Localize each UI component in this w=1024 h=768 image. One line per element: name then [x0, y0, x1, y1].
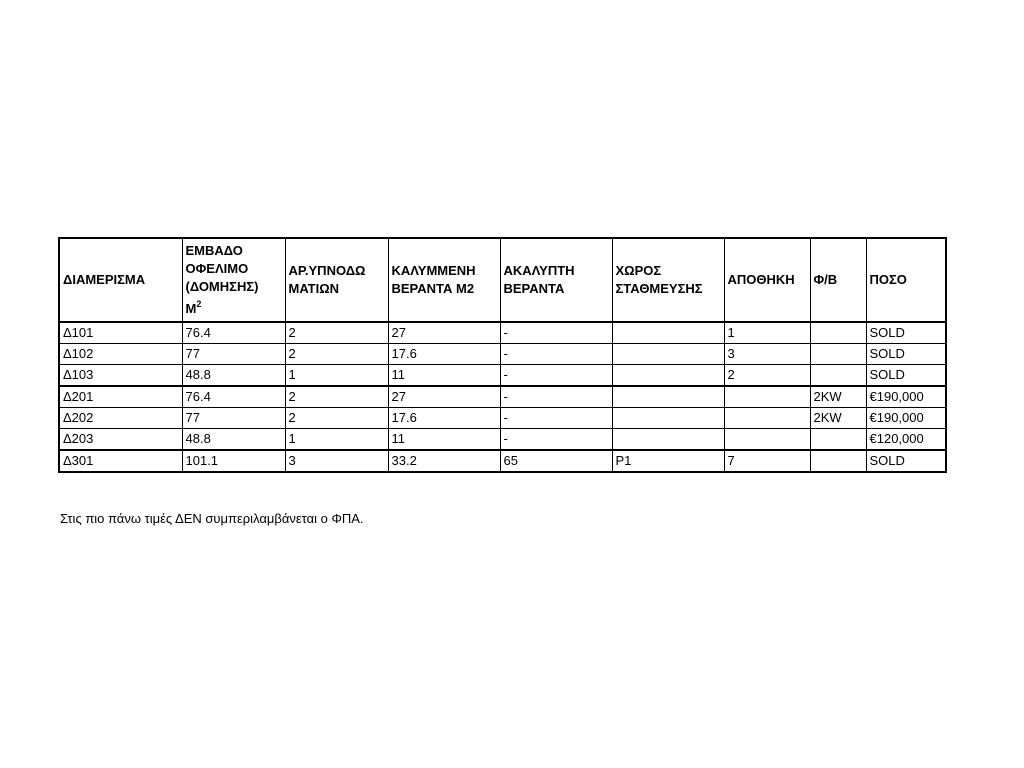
header-covered-veranda	[388, 238, 500, 322]
header-covered-line2: ΒΕΡΑΝΤΑ Μ2	[391, 281, 475, 296]
cell-pv: 2KW	[810, 386, 866, 408]
cell-parking: P1	[612, 450, 724, 472]
cell-price: SOLD	[866, 450, 946, 472]
header-bedrooms-line1: ΑΡ.ΥΠΝΟΔΩ	[288, 263, 366, 278]
cell-price: SOLD	[866, 365, 946, 387]
header-area-line3: (ΔΟΜΗΣΗΣ)	[185, 279, 259, 294]
cell-apartment: Δ201	[59, 386, 182, 408]
cell-covered-veranda: 27	[388, 386, 500, 408]
cell-area: 48.8	[182, 429, 285, 451]
header-parking-line2: ΣΤΑΘΜΕΥΣΗΣ	[615, 281, 703, 296]
cell-area: 77	[182, 344, 285, 365]
cell-uncovered-veranda: -	[500, 408, 612, 429]
cell-parking	[612, 365, 724, 387]
cell-apartment: Δ101	[59, 322, 182, 344]
header-parking	[612, 238, 724, 322]
table-row	[59, 429, 946, 451]
header-pv-text: Φ/Β	[813, 272, 838, 287]
header-parking-line1: ΧΩΡΟΣ	[615, 263, 662, 278]
header-bedrooms	[285, 238, 388, 322]
cell-bedrooms: 1	[285, 429, 388, 451]
apartment-price-table	[58, 237, 947, 473]
header-storage-text: ΑΠΟΘΗΚΗ	[727, 272, 795, 287]
cell-pv	[810, 450, 866, 472]
cell-storage: 3	[724, 344, 810, 365]
header-storage	[724, 238, 810, 322]
cell-apartment: Δ202	[59, 408, 182, 429]
cell-bedrooms: 2	[285, 344, 388, 365]
cell-area: 76.4	[182, 386, 285, 408]
cell-bedrooms: 3	[285, 450, 388, 472]
cell-storage	[724, 386, 810, 408]
header-uncovered-line2: ΒΕΡΑΝΤΑ	[503, 281, 565, 296]
cell-apartment: Δ102	[59, 344, 182, 365]
cell-storage: 1	[724, 322, 810, 344]
table-row	[59, 408, 946, 429]
header-area-line1: ΕΜΒΑΔΟ	[185, 243, 243, 258]
cell-covered-veranda: 11	[388, 429, 500, 451]
header-area-unit	[186, 300, 282, 318]
cell-uncovered-veranda: -	[500, 386, 612, 408]
cell-uncovered-veranda: -	[500, 322, 612, 344]
cell-apartment: Δ103	[59, 365, 182, 387]
cell-pv	[810, 365, 866, 387]
header-area	[182, 238, 285, 322]
cell-parking	[612, 408, 724, 429]
cell-pv	[810, 344, 866, 365]
table-row	[59, 365, 946, 387]
cell-area: 77	[182, 408, 285, 429]
vat-footnote: Στις πιο πάνω τιμές ΔΕΝ συμπεριλαμβάνεται ο ΦΠΑ.	[60, 511, 364, 526]
cell-pv: 2KW	[810, 408, 866, 429]
header-price	[866, 238, 946, 322]
header-price-text: ΠΟΣΟ	[869, 272, 907, 287]
cell-parking	[612, 386, 724, 408]
cell-parking	[612, 429, 724, 451]
area-unit-letter: Μ	[185, 301, 197, 316]
area-unit-exponent: 2	[196, 299, 202, 309]
cell-storage: 2	[724, 365, 810, 387]
cell-price: €120,000	[866, 429, 946, 451]
cell-bedrooms: 2	[285, 408, 388, 429]
cell-price: €190,000	[866, 408, 946, 429]
cell-uncovered-veranda: 65	[500, 450, 612, 472]
document-sheet	[58, 237, 945, 473]
header-pv	[810, 238, 866, 322]
cell-covered-veranda: 17.6	[388, 408, 500, 429]
cell-storage	[724, 408, 810, 429]
cell-area: 48.8	[182, 365, 285, 387]
header-covered-line1: ΚΑΛΥΜΜΕΝΗ	[391, 263, 476, 278]
cell-apartment: Δ301	[59, 450, 182, 472]
cell-area: 101.1	[182, 450, 285, 472]
header-area-line2: ΟΦΕΛΙΜΟ	[185, 261, 249, 276]
cell-covered-veranda: 27	[388, 322, 500, 344]
cell-storage	[724, 429, 810, 451]
cell-pv	[810, 322, 866, 344]
cell-uncovered-veranda: -	[500, 344, 612, 365]
cell-covered-veranda: 33.2	[388, 450, 500, 472]
cell-uncovered-veranda: -	[500, 429, 612, 451]
table-row	[59, 344, 946, 365]
cell-bedrooms: 2	[285, 386, 388, 408]
header-apartment	[59, 238, 182, 322]
cell-price: SOLD	[866, 322, 946, 344]
cell-price: SOLD	[866, 344, 946, 365]
cell-parking	[612, 344, 724, 365]
header-uncovered-veranda	[500, 238, 612, 322]
cell-apartment: Δ203	[59, 429, 182, 451]
cell-bedrooms: 2	[285, 322, 388, 344]
cell-parking	[612, 322, 724, 344]
header-bedrooms-line2: ΜΑΤΙΩΝ	[288, 281, 340, 296]
cell-covered-veranda: 17.6	[388, 344, 500, 365]
cell-area: 76.4	[182, 322, 285, 344]
cell-bedrooms: 1	[285, 365, 388, 387]
header-apartment-text: ΔΙΑΜΕΡΙΣΜΑ	[63, 272, 146, 287]
table-row	[59, 450, 946, 472]
table-row	[59, 322, 946, 344]
cell-uncovered-veranda: -	[500, 365, 612, 387]
cell-pv	[810, 429, 866, 451]
table-row	[59, 386, 946, 408]
cell-price: €190,000	[866, 386, 946, 408]
cell-storage: 7	[724, 450, 810, 472]
table-header-row	[59, 238, 946, 322]
header-uncovered-line1: ΑΚΑΛΥΠΤΗ	[503, 263, 575, 278]
cell-covered-veranda: 11	[388, 365, 500, 387]
